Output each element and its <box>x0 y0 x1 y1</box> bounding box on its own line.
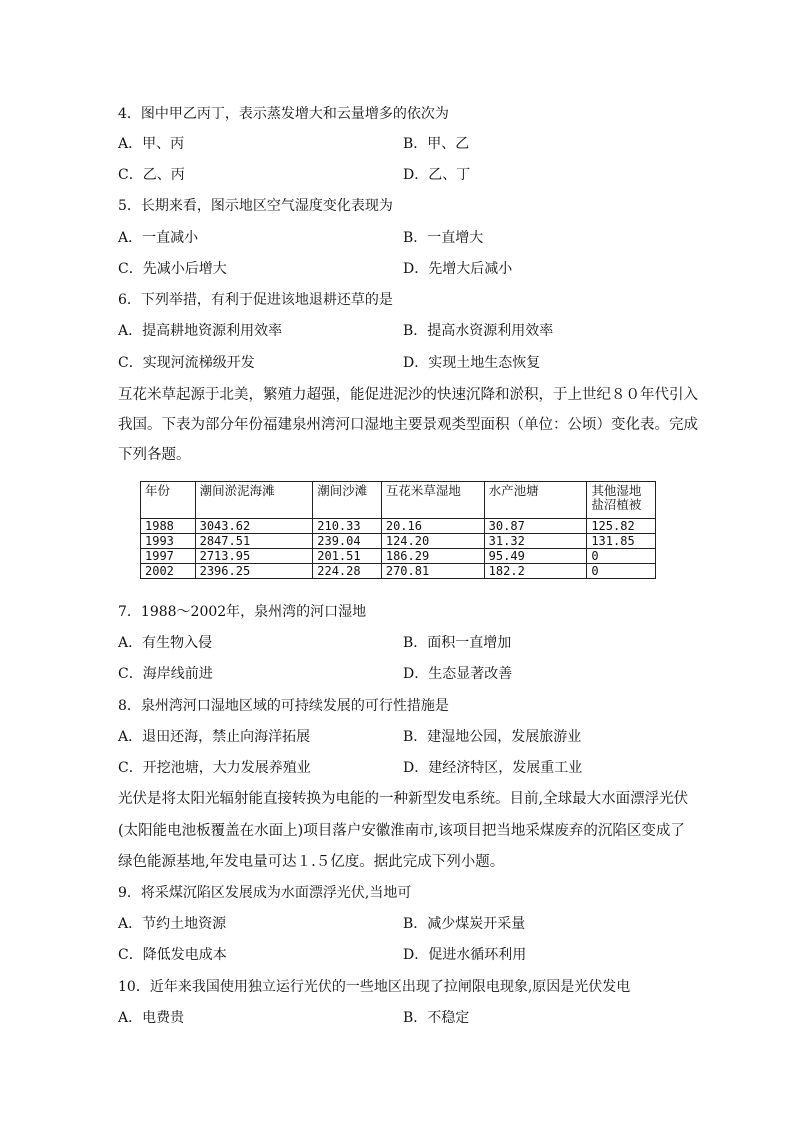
question-5-stem: 5．长期来看，图示地区空气湿度变化表现为 <box>118 198 393 214</box>
question-4-stem: 4．图中甲乙丙丁，表示蒸发增大和云量增多的依次为 <box>118 106 449 122</box>
question-6-option-c: C．实现河流梯级开发 <box>118 355 255 371</box>
table-header-other-wetland: 其他湿地盐沼植被 <box>587 482 656 519</box>
table-cell: 270.81 <box>381 564 484 579</box>
table-cell: 210.33 <box>313 519 382 534</box>
table-header-mudflat: 潮间淤泥海滩 <box>195 482 313 519</box>
question-6-stem: 6．下列举措，有利于促进该地退耕还草的是 <box>118 292 393 308</box>
question-5-option-b: B．一直增大 <box>403 230 484 246</box>
table-cell: 31.32 <box>484 534 587 549</box>
question-7-option-b: B．面积一直增加 <box>403 635 512 651</box>
question-8-option-d: D．建经济特区，发展重工业 <box>403 760 583 776</box>
table-cell: 1997 <box>141 549 196 564</box>
table-cell: 125.82 <box>587 519 656 534</box>
table-row <box>141 519 656 534</box>
table-cell: 201.51 <box>313 549 382 564</box>
table-cell: 95.49 <box>484 549 587 564</box>
table-cell: 0 <box>587 564 656 579</box>
table-cell: 124.20 <box>381 534 484 549</box>
passage-1-line-2: 我国。下表为部分年份福建泉州湾河口湿地主要景观类型面积（单位：公顷）变化表。完成 <box>118 417 698 433</box>
table-cell: 224.28 <box>313 564 382 579</box>
table-row <box>141 564 656 579</box>
question-8-option-c: C．开挖池塘，大力发展养殖业 <box>118 760 311 776</box>
question-5-option-d: D．先增大后减小 <box>403 261 513 277</box>
question-9-option-a: A．节约土地资源 <box>118 916 227 932</box>
question-7-option-a: A．有生物入侵 <box>118 635 213 651</box>
table-header-year: 年份 <box>141 482 196 519</box>
passage-2-line-2: (太阳能电池板覆盖在水面上)项目落户安徽淮南市,该项目把当地采煤废弃的沉陷区变成了 <box>118 823 685 839</box>
table-row <box>141 534 656 549</box>
table-cell: 239.04 <box>313 534 382 549</box>
question-7-stem: 7．1988～2002年，泉州湾的河口湿地 <box>118 604 367 620</box>
wetland-area-table <box>140 481 656 579</box>
table-cell: 2713.95 <box>195 549 313 564</box>
table-cell: 1988 <box>141 519 196 534</box>
question-9-option-c: C．降低发电成本 <box>118 947 227 963</box>
table-cell: 3043.62 <box>195 519 313 534</box>
passage-2-line-1: 光伏是将太阳光辐射能直接转换为电能的一种新型发电系统。目前,全球最大水面漂浮光伏 <box>118 791 689 807</box>
question-6-option-d: D．实现土地生态恢复 <box>403 355 541 371</box>
question-4-option-a: A．甲、丙 <box>118 136 185 152</box>
table-header-aquaculture-pond: 水产池塘 <box>484 482 587 519</box>
question-10-option-b: B．不稳定 <box>403 1010 470 1026</box>
question-7-option-d: D．生态显著改善 <box>403 666 513 682</box>
question-5-option-c: C．先减小后增大 <box>118 261 227 277</box>
table-cell: 2002 <box>141 564 196 579</box>
question-9-stem: 9．将采煤沉陷区发展成为水面漂浮光伏,当地可 <box>118 885 412 901</box>
table-cell: 20.16 <box>381 519 484 534</box>
passage-1-line-1: 互花米草起源于北美，繁殖力超强，能促进泥沙的快速沉降和淤积，于上世纪８０年代引入 <box>118 387 698 403</box>
question-8-option-a: A．退田还海，禁止向海洋拓展 <box>118 729 311 745</box>
table-cell: 2396.25 <box>195 564 313 579</box>
table-cell: 0 <box>587 549 656 564</box>
table-cell: 186.29 <box>381 549 484 564</box>
question-4-option-d: D．乙、丁 <box>403 167 471 183</box>
question-6-option-a: A．提高耕地资源利用效率 <box>118 323 283 339</box>
question-4-option-c: C．乙、丙 <box>118 167 185 183</box>
question-7-option-c: C．海岸线前进 <box>118 666 213 682</box>
table-cell: 1993 <box>141 534 196 549</box>
table-header-spartina: 互花米草湿地 <box>381 482 484 519</box>
table-row <box>141 549 656 564</box>
passage-1-line-3: 下列各题。 <box>118 447 191 463</box>
table-cell: 182.2 <box>484 564 587 579</box>
passage-2-line-3: 绿色能源基地,年发电量可达１.５亿度。据此完成下列小题。 <box>118 854 505 870</box>
question-5-option-a: A．一直减小 <box>118 230 199 246</box>
table-header-sand-beach: 潮间沙滩 <box>313 482 382 519</box>
question-4-option-b: B．甲、乙 <box>403 136 470 152</box>
table-cell: 30.87 <box>484 519 587 534</box>
table-cell: 131.85 <box>587 534 656 549</box>
table-cell: 2847.51 <box>195 534 313 549</box>
question-9-option-d: D．促进水循环利用 <box>403 947 527 963</box>
question-8-option-b: B．建湿地公园，发展旅游业 <box>403 729 582 745</box>
question-9-option-b: B．减少煤炭开采量 <box>403 916 526 932</box>
question-6-option-b: B．提高水资源利用效率 <box>403 323 554 339</box>
question-10-stem: 10．近年来我国使用独立运行光伏的一些地区出现了拉闸限电现象,原因是光伏发电 <box>118 979 631 995</box>
question-8-stem: 8．泉州湾河口湿地区域的可持续发展的可行性措施是 <box>118 698 449 714</box>
table-header-row <box>141 482 656 519</box>
question-10-option-a: A．电费贵 <box>118 1010 185 1026</box>
